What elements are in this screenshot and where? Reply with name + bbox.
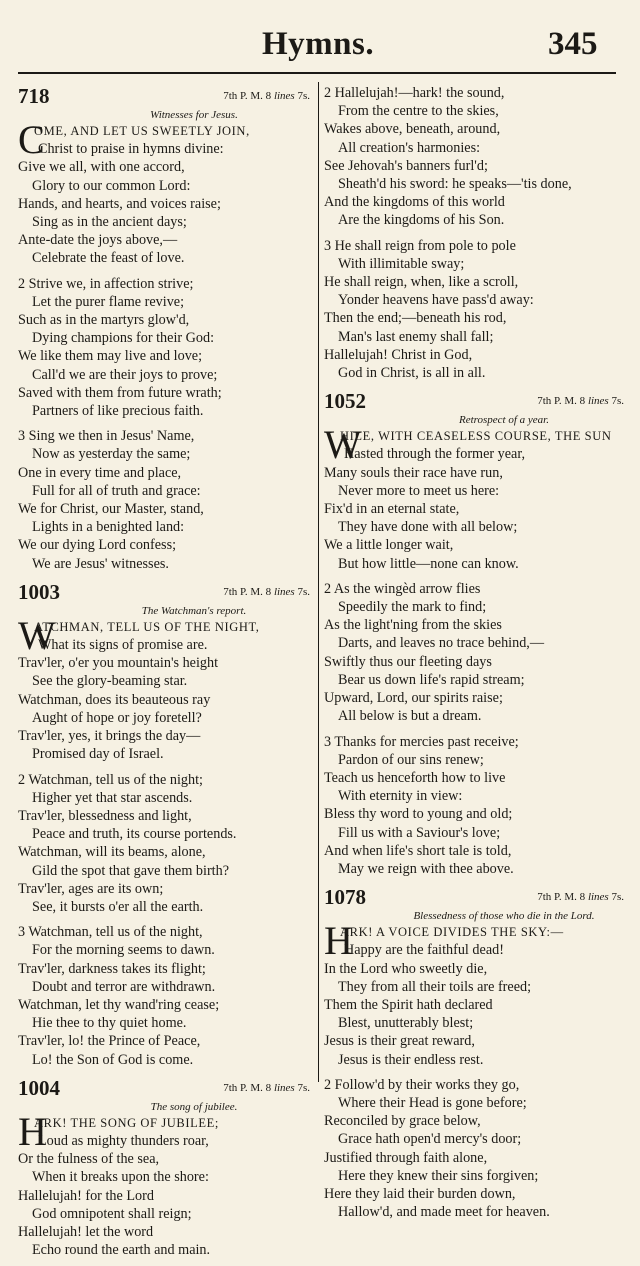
verse-line: Trav'ler, ages are its own; [18, 880, 164, 897]
meter-end: 7s. [297, 1081, 310, 1094]
drop-cap: W [18, 612, 56, 658]
verse-line: 2 Hallelujah!—hark! the sound, [324, 85, 505, 101]
stanza [18, 427, 310, 573]
drop-cap: H [324, 918, 353, 964]
column-divider [318, 82, 319, 1082]
verse-line: See the glory-beaming star. [32, 673, 188, 690]
verse-line: God in Christ, is all in all. [338, 365, 486, 382]
meter-end: 7s. [611, 891, 624, 904]
left-column [18, 84, 310, 1266]
hymn-header [18, 580, 310, 604]
meter-end: 7s. [297, 585, 310, 598]
first-verse-line [324, 923, 624, 941]
verse-line: Wakes above, beneath, around, [324, 121, 501, 138]
meter-lines: lines [587, 891, 609, 904]
drop-cap: H [18, 1108, 47, 1154]
meter-text: 7th P. M. 8 [537, 891, 586, 904]
verse-line: For the morning seems to dawn. [32, 942, 215, 959]
hymn-number: 1004 [18, 1075, 60, 1100]
stanza [324, 1076, 624, 1222]
verse-line: Trav'ler, o'er you mountain's height [18, 655, 219, 672]
stanza [18, 140, 310, 267]
verse-line: Upward, Lord, our spirits raise; [324, 690, 503, 707]
stanza [18, 1132, 310, 1259]
verse-line: Here they laid their burden down, [324, 1185, 516, 1202]
verse-line: Grace hath open'd mercy's door; [338, 1131, 522, 1148]
verse-line: And the kingdoms of this world [324, 194, 505, 211]
hymn-header [18, 1076, 310, 1100]
verse-line: Now as yesterday the same; [32, 446, 191, 463]
hymn-subtitle: Retrospect of a year. [458, 414, 549, 427]
meter-lines: lines [273, 1081, 295, 1094]
meter-lines: lines [273, 585, 295, 598]
hymn-number: 1003 [18, 579, 60, 604]
verse-line: Jesus is their great reward, [324, 1033, 475, 1050]
verse-line: Hie thee to thy quiet home. [32, 1015, 187, 1032]
verse-line: In the Lord who sweetly die, [324, 960, 488, 977]
verse-line: Sing as in the ancient days; [32, 214, 187, 231]
verse-line: Saved with them from future wrath; [18, 384, 222, 401]
verse-line: Swiftly thus our fleeting days [324, 653, 492, 670]
verse-line: Hasted through the former year, [344, 446, 526, 463]
verse-line: 3 Watchman, tell us of the night, [18, 924, 203, 941]
hymn-subtitle: Witnesses for Jesus. [150, 109, 238, 121]
verse-line: What its signs of promise are. [38, 637, 208, 654]
stanza [324, 580, 624, 726]
verse-line: Here they knew their sins forgiven; [338, 1167, 539, 1184]
verse-line: Happy are the faithful dead! [344, 942, 504, 959]
verse-line: Trav'ler, blessedness and light, [18, 807, 192, 824]
verse-line: Hallelujah! for the Lord [18, 1187, 154, 1204]
page-header [0, 0, 640, 68]
verse-line: Trav'ler, yes, it brings the day— [18, 728, 201, 745]
verse-line: And when life's short tale is told, [324, 842, 512, 859]
verse-line: 2 Follow'd by their works they go, [324, 1076, 520, 1093]
stanza [324, 733, 624, 879]
hymn-header [324, 885, 624, 909]
page-number: 345 [548, 26, 598, 62]
verse-line: Christ to praise in hymns divine: [38, 141, 224, 158]
hymn-meter [537, 395, 624, 407]
verse-line: Hallow'd, and made meet for heaven. [338, 1204, 550, 1221]
verse-line: See Jehovah's banners furl'd; [324, 157, 488, 174]
verse-line: Lo! the Son of God is come. [32, 1051, 194, 1068]
first-verse-line [18, 122, 310, 140]
verse-line: 2 As the wingèd arrow flies [324, 580, 481, 597]
verse-line: Blest, unutterably blest; [338, 1015, 474, 1032]
hymn-subtitle: The song of jubilee. [150, 1100, 238, 1113]
hymn-meter [223, 1082, 310, 1094]
verse-line: Peace and truth, its course portends. [32, 826, 237, 843]
verse-line: 2 Watchman, tell us of the night; [18, 771, 203, 788]
verse-line: Trav'ler, lo! the Prince of Peace, [18, 1033, 201, 1050]
stanza [324, 84, 624, 230]
verse-line: Watchman, let thy wand'ring cease; [18, 996, 220, 1013]
verse-line: With eternity in view: [338, 788, 463, 805]
verse-line: They from all their toils are freed; [338, 978, 532, 995]
hymn [18, 1076, 310, 1260]
hymn [18, 580, 310, 1069]
verse-line: Ante-date the joys above,— [18, 232, 178, 249]
verse-line: Justified through faith alone, [324, 1149, 488, 1166]
verse-line: 2 Strive we, in affection strive; [18, 275, 194, 292]
verse-line: They have done with all below; [338, 519, 518, 536]
verse-line: We a little longer wait, [324, 537, 454, 554]
verse-line: Teach us henceforth how to live [324, 769, 506, 786]
stanza [18, 275, 310, 421]
drop-cap: C [18, 117, 45, 162]
first-line-text: ARK! THE SONG OF JUBILEE; [34, 1115, 219, 1130]
hymn [324, 389, 624, 878]
meter-text: 7th P. M. 8 [537, 395, 586, 408]
verse-line: Sheath'd his sword: he speaks—'tis done, [338, 176, 572, 193]
verse-line: Such as in the martyrs glow'd, [18, 312, 190, 329]
verse-line: Echo round the earth and main. [32, 1242, 211, 1259]
verse-line: Give we all, with one accord, [18, 159, 185, 176]
verse-line: He shall reign, when, like a scroll, [324, 274, 519, 291]
hymn-number: 1078 [324, 885, 366, 910]
stanza [324, 445, 624, 572]
verse-line: Or the fulness of the sea, [18, 1151, 160, 1168]
first-verse-line [324, 427, 624, 445]
verse-line: Then the end;—beneath his rod, [324, 310, 507, 327]
verse-line: As the light'ning from the skies [324, 617, 502, 634]
stanza [324, 237, 624, 383]
verse-line: Reconciled by grace below, [324, 1113, 481, 1130]
verse-line: Doubt and terror are withdrawn. [32, 978, 216, 995]
verse-line: 3 Sing we then in Jesus' Name, [18, 428, 195, 445]
verse-line: Higher yet that star ascends. [32, 789, 193, 806]
stanza [18, 923, 310, 1069]
hymn-header [324, 389, 624, 413]
stanza [18, 636, 310, 763]
verse-line: Darts, and leaves no trace behind,— [338, 635, 545, 652]
verse-line: Call'd we are their joys to prove; [32, 366, 218, 383]
hymn [324, 885, 624, 1221]
meter-end: 7s. [611, 395, 624, 408]
hymn-number: 718 [18, 84, 50, 108]
verse-line: When it breaks upon the shore: [32, 1169, 209, 1186]
verse-line: Dying champions for their God: [32, 330, 215, 347]
page-title: Hymns. [262, 26, 375, 62]
drop-cap: W [324, 422, 362, 468]
verse-line: Glory to our common Lord: [32, 177, 191, 194]
verse-line: Are the kingdoms of his Son. [338, 212, 505, 229]
verse-line: Hallelujah! let the word [18, 1223, 154, 1240]
verse-line: We are Jesus' witnesses. [32, 555, 169, 572]
verse-line: Pardon of our sins renew; [338, 751, 484, 768]
verse-line: But how little—none can know. [338, 555, 519, 572]
verse-line: Where their Head is gone before; [338, 1094, 527, 1111]
first-verse-line [18, 618, 310, 636]
verse-line: Fix'd in an eternal state, [324, 501, 460, 518]
hymn-subtitle: The Watchman's report. [141, 604, 247, 617]
verse-line: See, it bursts o'er all the earth. [32, 898, 204, 915]
verse-line: Bear us down life's rapid stream; [338, 671, 525, 688]
verse-line: We our dying Lord confess; [18, 537, 177, 554]
verse-line: 3 He shall reign from pole to pole [324, 237, 516, 254]
meter-end: 7s. [297, 90, 310, 102]
verse-line: All creation's harmonies: [338, 139, 481, 156]
verse-line: Full for all of truth and grace: [32, 482, 201, 499]
verse-line: Partners of like precious faith. [32, 403, 204, 420]
first-line-text: OME, AND LET US SWEETLY JOIN, [34, 124, 250, 138]
header-rule [18, 72, 616, 74]
hymn-meter [223, 586, 310, 598]
first-line-text: ATCHMAN, TELL US OF THE NIGHT, [34, 619, 260, 634]
verse-line: Gild the spot that gave them birth? [32, 862, 230, 879]
hymn [324, 84, 624, 382]
hymn-number: 1052 [324, 389, 366, 414]
first-line-text: ARK! A VOICE DIVIDES THE SKY:— [340, 925, 564, 940]
verse-line: Watchman, does its beauteous ray [18, 691, 211, 708]
verse-line: Many souls their race have run, [324, 464, 503, 481]
verse-line: Watchman, will its beams, alone, [18, 844, 206, 861]
meter-text: 7th P. M. 8 [223, 90, 272, 102]
right-column [324, 84, 624, 1228]
hymn [18, 84, 310, 573]
first-line-text: HILE, WITH CEASELESS COURSE, THE SUN [340, 429, 612, 444]
meter-lines: lines [273, 90, 295, 102]
hymn-meter [223, 90, 310, 102]
verse-line: Hallelujah! Christ in God, [324, 346, 473, 363]
verse-line: Bless thy word to young and old; [324, 806, 513, 823]
verse-line: 3 Thanks for mercies past receive; [324, 733, 519, 750]
hymn-subtitle: Blessedness of those who die in the Lord. [413, 910, 595, 923]
hymn-meter [537, 891, 624, 903]
verse-line: Jesus is their endless rest. [338, 1051, 484, 1068]
verse-line: All below is but a dream. [338, 708, 482, 725]
verse-line: Hands, and hearts, and voices raise; [18, 195, 221, 212]
stanza [18, 771, 310, 917]
verse-line: Trav'ler, darkness takes its flight; [18, 960, 206, 977]
verse-line: Celebrate the feast of love. [32, 250, 185, 267]
verse-line: May we reign with thee above. [338, 860, 514, 877]
verse-line: From the centre to the skies, [338, 103, 499, 120]
first-verse-line [18, 1114, 310, 1132]
verse-line: Never more to meet us here: [338, 482, 500, 499]
verse-line: Let the purer flame revive; [32, 293, 185, 310]
meter-text: 7th P. M. 8 [223, 1081, 272, 1094]
verse-line: Them the Spirit hath declared [324, 996, 493, 1013]
verse-line: Man's last enemy shall fall; [338, 328, 494, 345]
verse-line: With illimitable sway; [338, 255, 465, 272]
meter-text: 7th P. M. 8 [223, 585, 272, 598]
verse-line: Yonder heavens have pass'd away: [338, 292, 534, 309]
verse-line: Aught of hope or joy foretell? [32, 709, 202, 726]
verse-line: Speedily the mark to find; [338, 599, 487, 616]
verse-line: Loud as mighty thunders roar, [38, 1132, 209, 1149]
stanza [324, 941, 624, 1068]
meter-lines: lines [587, 395, 609, 408]
verse-line: We for Christ, our Master, stand, [18, 501, 204, 518]
verse-line: One in every time and place, [18, 464, 182, 481]
verse-line: Lights in a benighted land: [32, 519, 185, 536]
verse-line: Fill us with a Saviour's love; [338, 824, 501, 841]
verse-line: We like them may live and love; [18, 348, 203, 365]
verse-line: Promised day of Israel. [32, 746, 164, 763]
hymn-header [18, 84, 310, 108]
verse-line: God omnipotent shall reign; [32, 1205, 192, 1222]
